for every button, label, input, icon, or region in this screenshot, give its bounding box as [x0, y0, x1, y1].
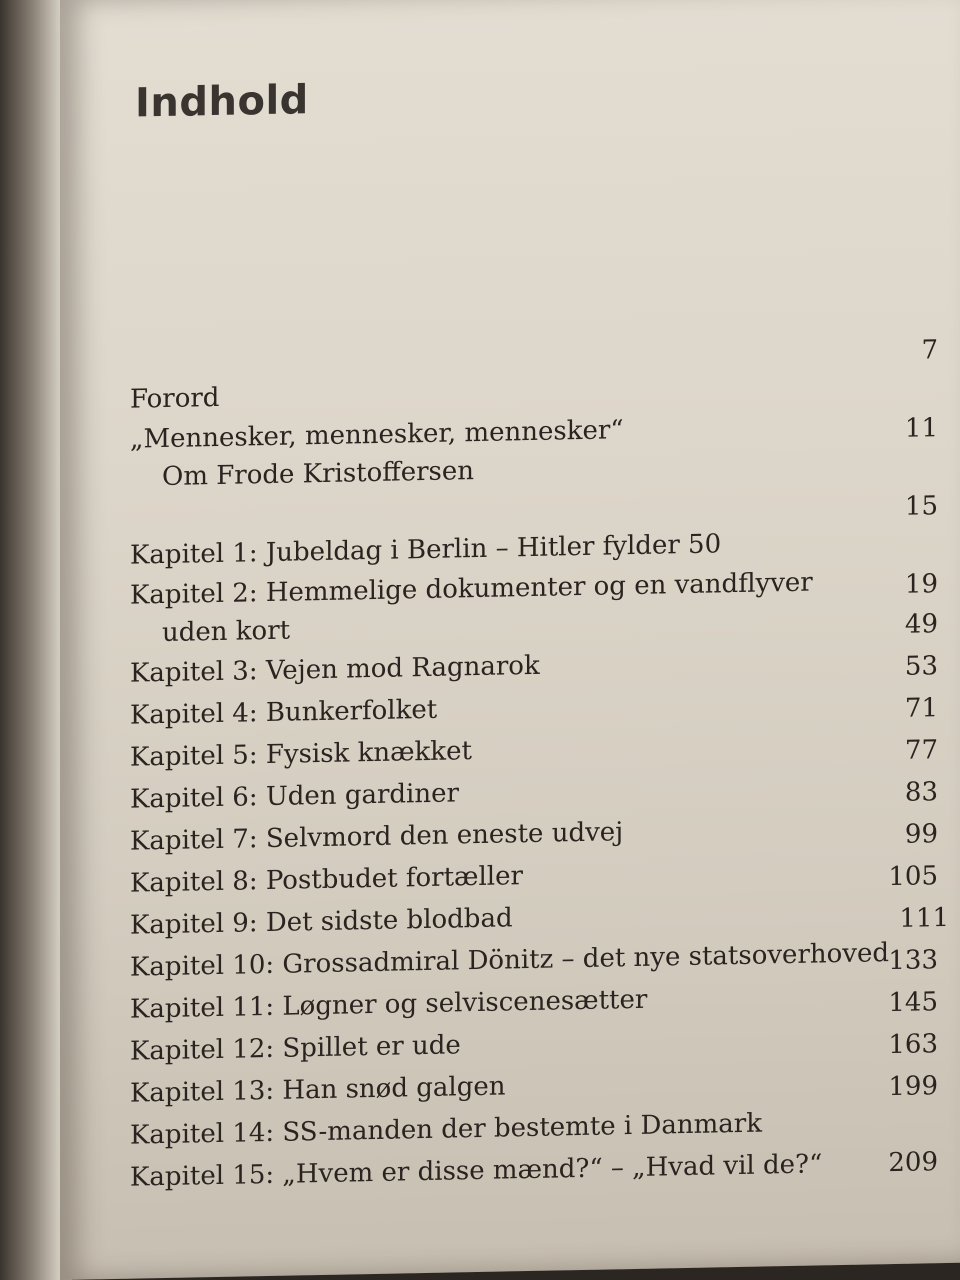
toc-entry-title: Kapitel 2: Hemmelige dokumenter og en vandflyver	[130, 567, 813, 611]
toc-entry-title: Kapitel 5: Fysisk knækket	[130, 736, 472, 773]
toc-entry-page: 15	[904, 491, 938, 522]
toc-entry-page: 111	[899, 902, 949, 934]
toc-entry-page: 133	[888, 945, 938, 977]
toc-entry-title: Kapitel 1: Jubeldag i Berlin – Hitler fylder 50	[130, 529, 722, 571]
toc-entry-mennesker	[130, 405, 938, 497]
toc-entry-page: 77	[904, 735, 938, 766]
toc-entry-page: 49	[904, 609, 938, 640]
table-of-contents	[130, 335, 949, 1199]
toc-entry-page: 145	[888, 987, 938, 1019]
toc-entry-title: Kapitel 10: Grossadmiral Dönitz – det nye statsoverhoved	[130, 938, 889, 983]
toc-entry-title: Kapitel 4: Bunkerfolket	[130, 694, 438, 731]
toc-entry-page: 19	[904, 569, 938, 600]
toc-entry-title: Kapitel 13: Han snød galgen	[130, 1071, 506, 1109]
toc-entry-page: 199	[888, 1071, 938, 1103]
toc-entry-title: Kapitel 15: „Hvem er disse mænd?“ – „Hvad vil de?“	[130, 1149, 823, 1193]
toc-entry-page: 11	[904, 413, 938, 444]
toc-entry-subtitle: uden kort	[162, 615, 291, 649]
toc-entry-title: Kapitel 14: SS-manden der bestemte i Danmark	[130, 1108, 762, 1151]
toc-entry-title: Kapitel 7: Selvmord den eneste udvej	[130, 817, 624, 857]
toc-entry-page: 163	[888, 1029, 938, 1061]
toc-entry-title: Kapitel 8: Postbudet fortæller	[130, 861, 523, 899]
toc-entry-title: Forord	[130, 382, 220, 415]
toc-entry-page: 53	[904, 651, 938, 682]
toc-entry-page: 83	[904, 777, 938, 808]
page-heading: Indhold	[135, 77, 309, 127]
toc-entry-title: Kapitel 12: Spillet er ude	[130, 1030, 461, 1067]
toc-entry-title: „Mennesker, mennesker, mennesker“	[130, 415, 624, 455]
toc-entry-page: 105	[888, 861, 938, 893]
toc-entry-page: 209	[888, 1147, 938, 1179]
toc-entry-page: 99	[904, 819, 938, 850]
toc-entry-page: 7	[921, 335, 938, 366]
toc-entry-title: Kapitel 3: Vejen mod Ragnarok	[130, 650, 540, 689]
toc-entry-title: Kapitel 9: Det sidste blodbad	[130, 903, 513, 941]
book-page	[60, 0, 960, 1280]
toc-entry-title: Kapitel 11: Løgner og selviscenesætter	[130, 984, 648, 1025]
toc-entry-page: 71	[904, 693, 938, 724]
toc-entry-subtitle: Om Frode Kristoffersen	[162, 456, 475, 493]
toc-entry-title: Kapitel 6: Uden gardiner	[130, 778, 459, 815]
